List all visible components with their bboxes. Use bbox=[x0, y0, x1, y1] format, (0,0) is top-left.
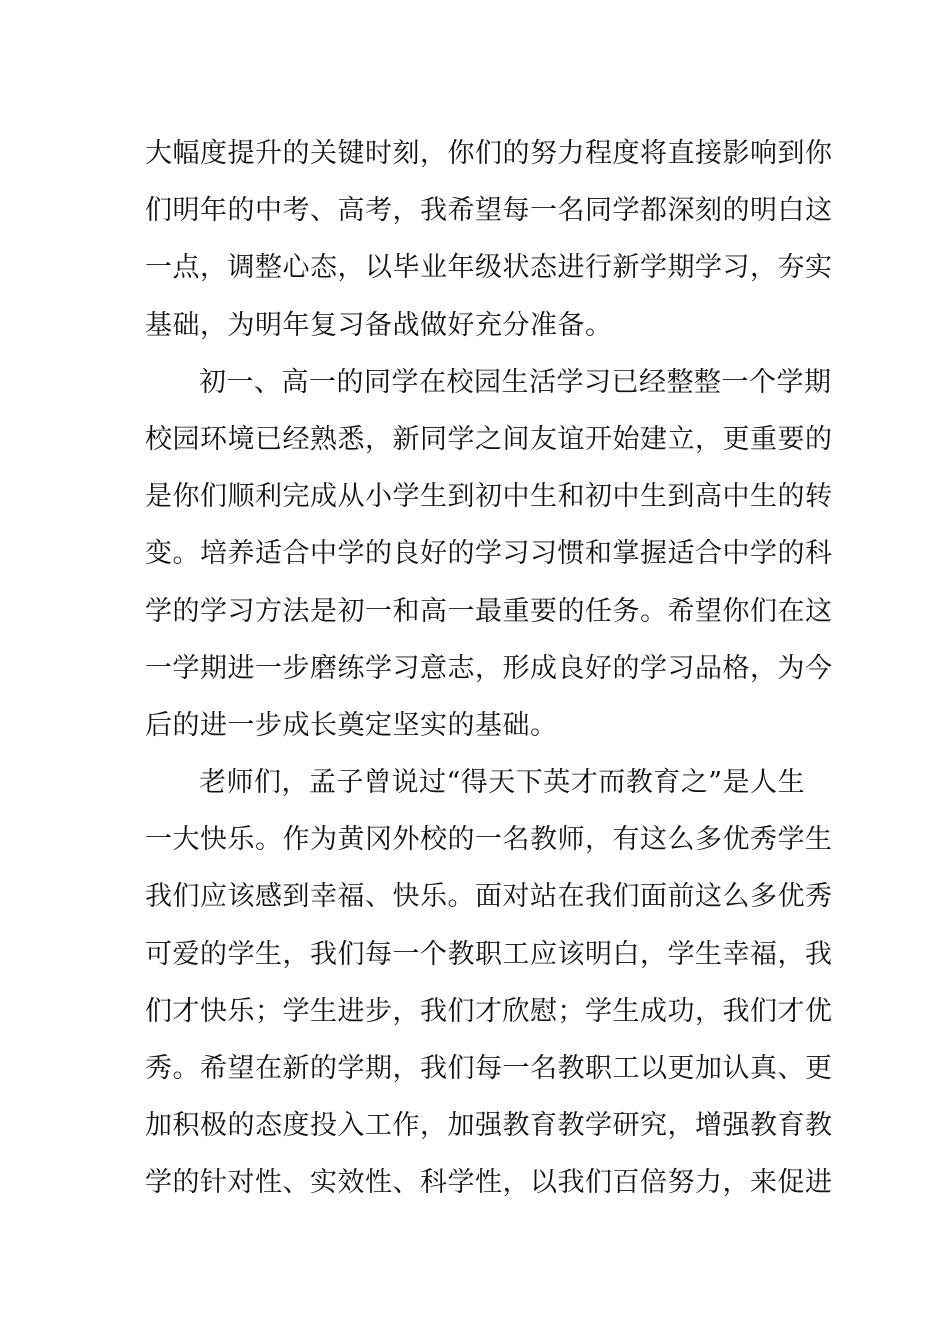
text-line: 我们应该感到幸福、快乐。面对站在我们面前这么多优秀 bbox=[145, 881, 833, 913]
text-line: 大幅度提升的关键时刻，你们的努力程度将直接影响到你 bbox=[145, 138, 833, 169]
text-line: 变。培养适合中学的良好的学习习惯和掌握适合中学的科 bbox=[145, 538, 833, 570]
text-line: 可爱的学生，我们每一个教职工应该明白，学生幸福，我 bbox=[145, 938, 833, 970]
text-line-paragraph-start: 初一、高一的同学在校园生活学习已经整整一个学期 bbox=[199, 366, 832, 398]
text-line: 们明年的中考、高考，我希望每一名同学都深刻的明白这 bbox=[145, 195, 833, 227]
text-line: 校园环境已经熟悉，新同学之间友谊开始建立，更重要的 bbox=[145, 423, 833, 455]
text-line: 学的学习方法是初一和高一最重要的任务。希望你们在这 bbox=[145, 595, 833, 627]
text-line-paragraph-start: 老师们，孟子曾说过“得天下英才而教育之”是人生 bbox=[199, 767, 806, 799]
text-line: 一学期进一步磨练学习意志，形成良好的学习品格，为今 bbox=[145, 652, 833, 684]
text-line: 是你们顺利完成从小学生到初中生和初中生到高中生的转 bbox=[145, 481, 833, 513]
text-line: 们才快乐；学生进步，我们才欣慰；学生成功，我们才优 bbox=[145, 995, 833, 1027]
document-body bbox=[145, 125, 833, 1212]
text-line: 一点，调整心态，以毕业年级状态进行新学期学习，夯实 bbox=[145, 252, 833, 284]
text-line: 秀。希望在新的学期，我们每一名教职工以更加认真、更 bbox=[145, 1053, 833, 1084]
text-line: 后的进一步成长奠定坚实的基础。 bbox=[145, 709, 558, 741]
text-line: 基础，为明年复习备战做好充分准备。 bbox=[145, 309, 613, 341]
text-line: 加积极的态度投入工作，加强教育教学研究，增强教育教 bbox=[145, 1110, 833, 1142]
text-line: 一大快乐。作为黄冈外校的一名教师，有这么多优秀学生 bbox=[145, 824, 833, 856]
text-line: 学的针对性、实效性、科学性，以我们百倍努力，来促进 bbox=[145, 1167, 833, 1199]
